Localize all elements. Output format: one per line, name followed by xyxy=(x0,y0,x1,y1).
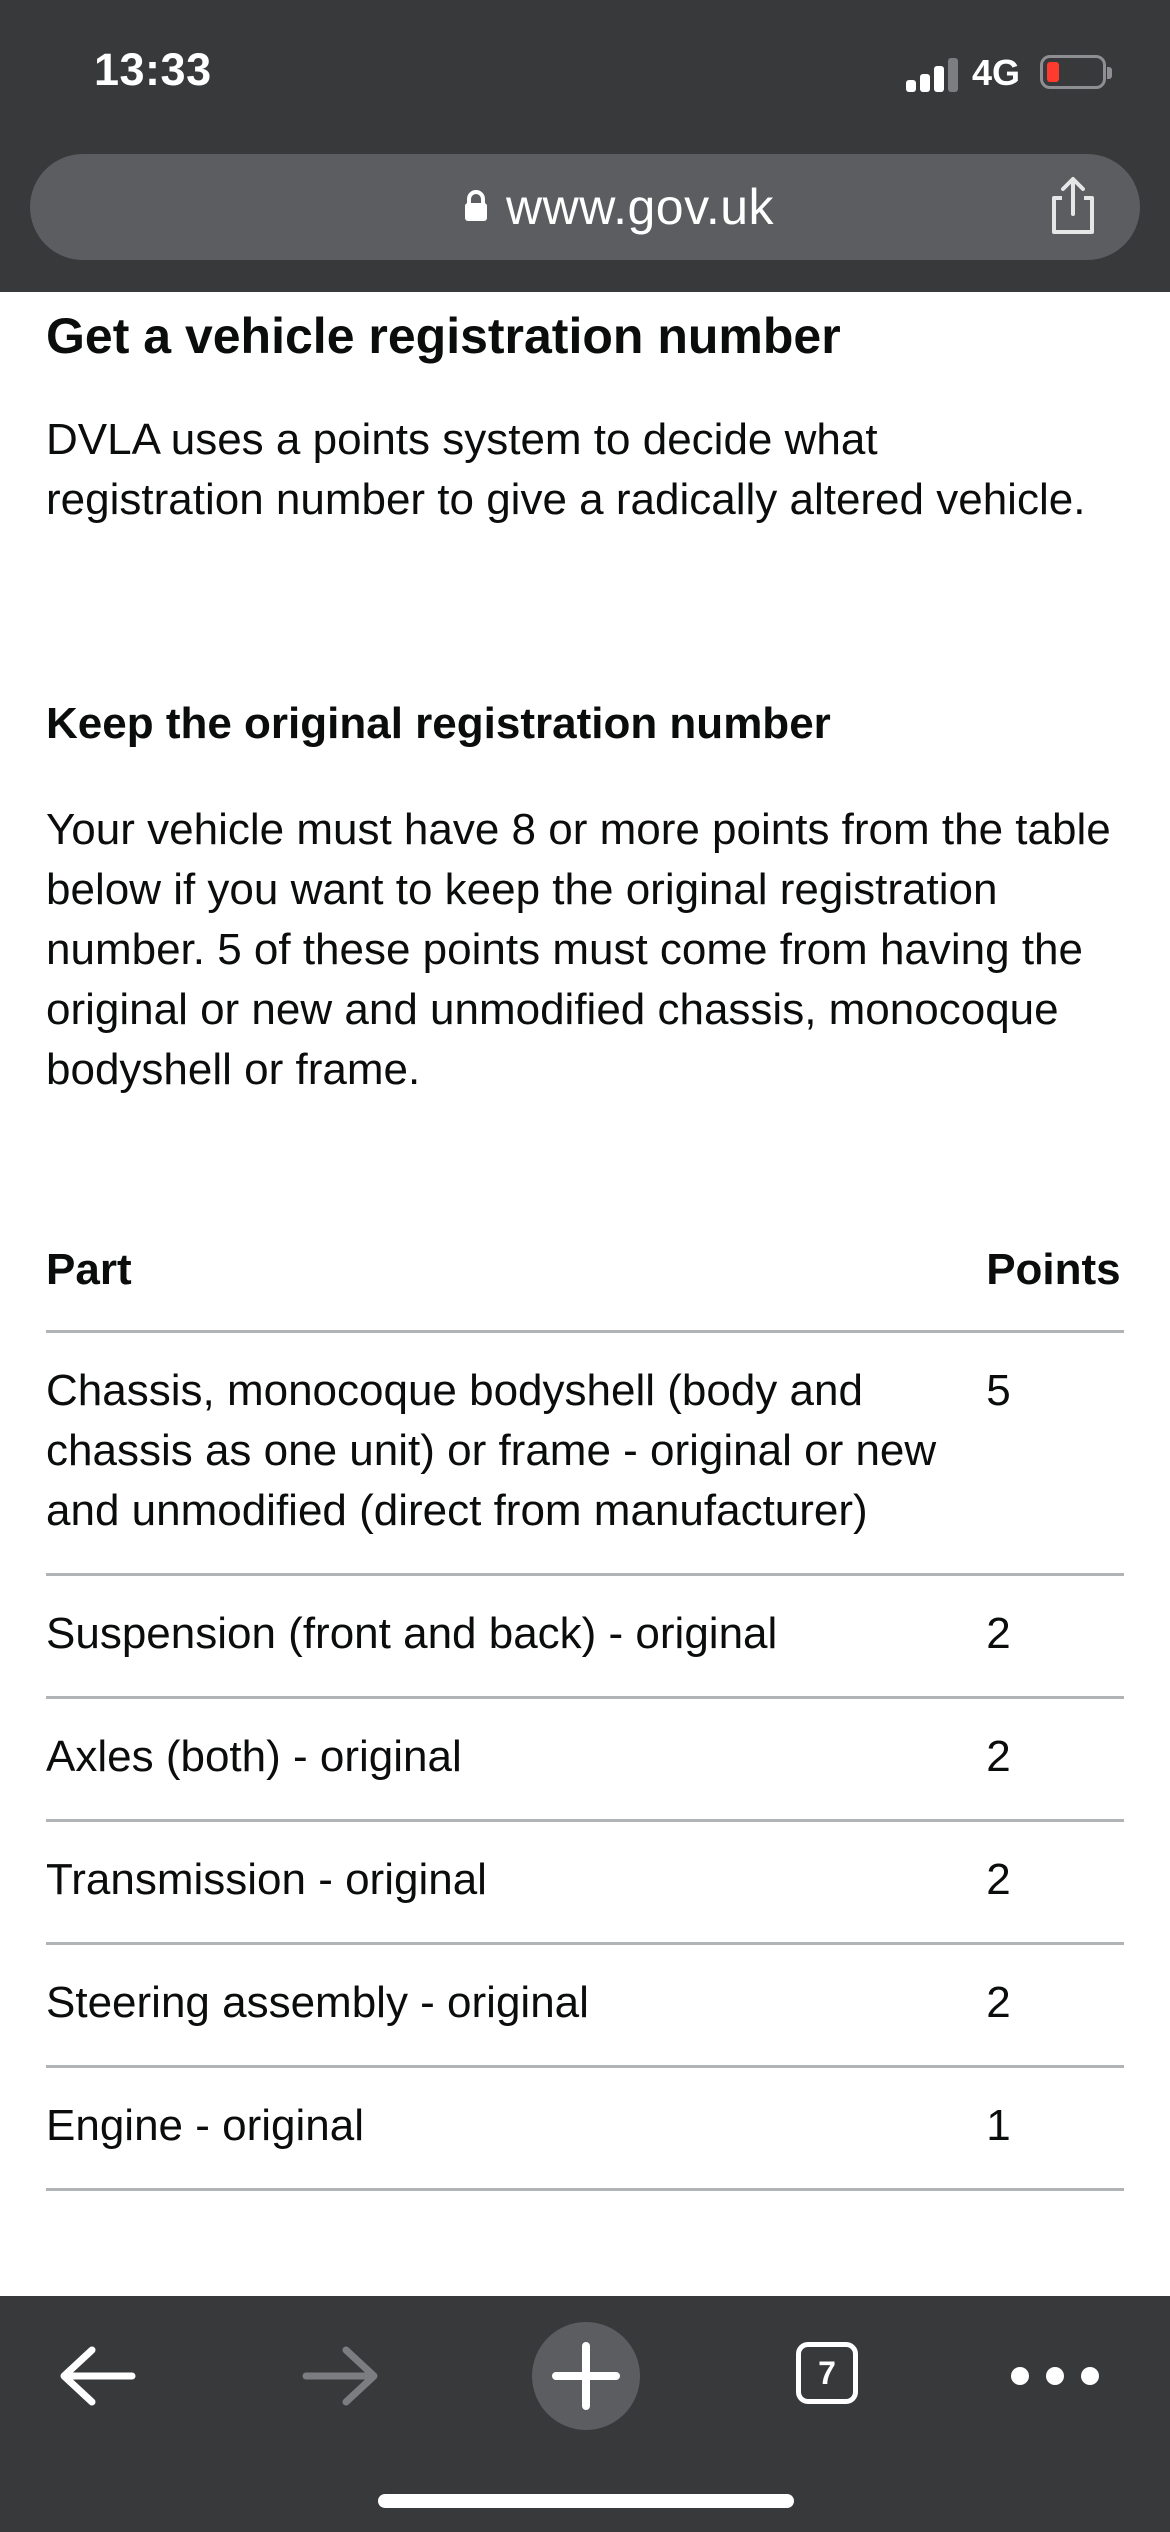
more-menu-button[interactable] xyxy=(1000,2314,1110,2438)
table-cell-part: Engine - original xyxy=(46,2067,986,2190)
intro-paragraph: DVLA uses a points system to decide what registration number to give a radically altered vehicle. xyxy=(46,415,1086,524)
table-cell-part: Axles (both) - original xyxy=(46,1698,986,1821)
signal-strength-icon xyxy=(906,56,960,92)
new-tab-button[interactable] xyxy=(528,2314,644,2438)
column-header-points: Points xyxy=(986,1212,1124,1332)
battery-icon xyxy=(1040,55,1106,89)
lock-icon xyxy=(464,190,488,222)
status-time: 13:33 xyxy=(94,44,212,95)
table-cell-part: Suspension (front and back) - original xyxy=(46,1575,986,1698)
table-header-row xyxy=(46,1212,1124,1332)
tab-count: 7 xyxy=(796,2342,858,2404)
table-row xyxy=(46,1332,1124,1575)
home-indicator[interactable] xyxy=(378,2494,794,2508)
table-row xyxy=(46,1944,1124,2067)
table-cell-part: Transmission - original xyxy=(46,1821,986,1944)
network-type: 4G xyxy=(972,52,1021,93)
table-cell-part: Steering assembly - original xyxy=(46,1944,986,2067)
tab-switcher-button[interactable] xyxy=(782,2314,878,2438)
url-text[interactable]: www.gov.uk xyxy=(506,179,775,235)
table-row xyxy=(46,1698,1124,1821)
table-cell-points: 2 xyxy=(986,1698,1124,1821)
table-cell-part: Chassis, monocoque bodyshell (body and chassis as one unit) or frame - original or new and unmodified (direct from manufacturer) xyxy=(46,1332,986,1575)
column-header-part: Part xyxy=(46,1212,986,1332)
table-cell-points: 1 xyxy=(986,2067,1124,2190)
section-body: Your vehicle must have 8 or more points from the table below if you want to keep the original registration number. 5 of these points must come from having the original or new and unmodified chassis, monocoque bodyshell or frame. xyxy=(46,805,1111,1094)
ellipsis-icon xyxy=(1000,2314,1110,2438)
points-table xyxy=(46,1212,1124,2191)
table-row xyxy=(46,2067,1124,2190)
table-cell-points: 5 xyxy=(986,1332,1124,1575)
page-title: Get a vehicle registration number xyxy=(46,308,841,364)
table-cell-points: 2 xyxy=(986,1575,1124,1698)
table-row xyxy=(46,1821,1124,1944)
share-icon[interactable] xyxy=(1044,176,1102,236)
plus-icon xyxy=(528,2314,644,2438)
table-cell-points: 2 xyxy=(986,1821,1124,1944)
browser-top-chrome xyxy=(0,0,1170,292)
table-cell-points: 2 xyxy=(986,1944,1124,2067)
forward-button[interactable] xyxy=(290,2314,390,2438)
arrow-left-icon xyxy=(48,2314,148,2438)
address-bar[interactable] xyxy=(30,154,1140,260)
arrow-right-icon xyxy=(290,2314,390,2438)
section-heading: Keep the original registration number xyxy=(46,699,831,748)
table-row xyxy=(46,1575,1124,1698)
back-button[interactable] xyxy=(48,2314,148,2438)
